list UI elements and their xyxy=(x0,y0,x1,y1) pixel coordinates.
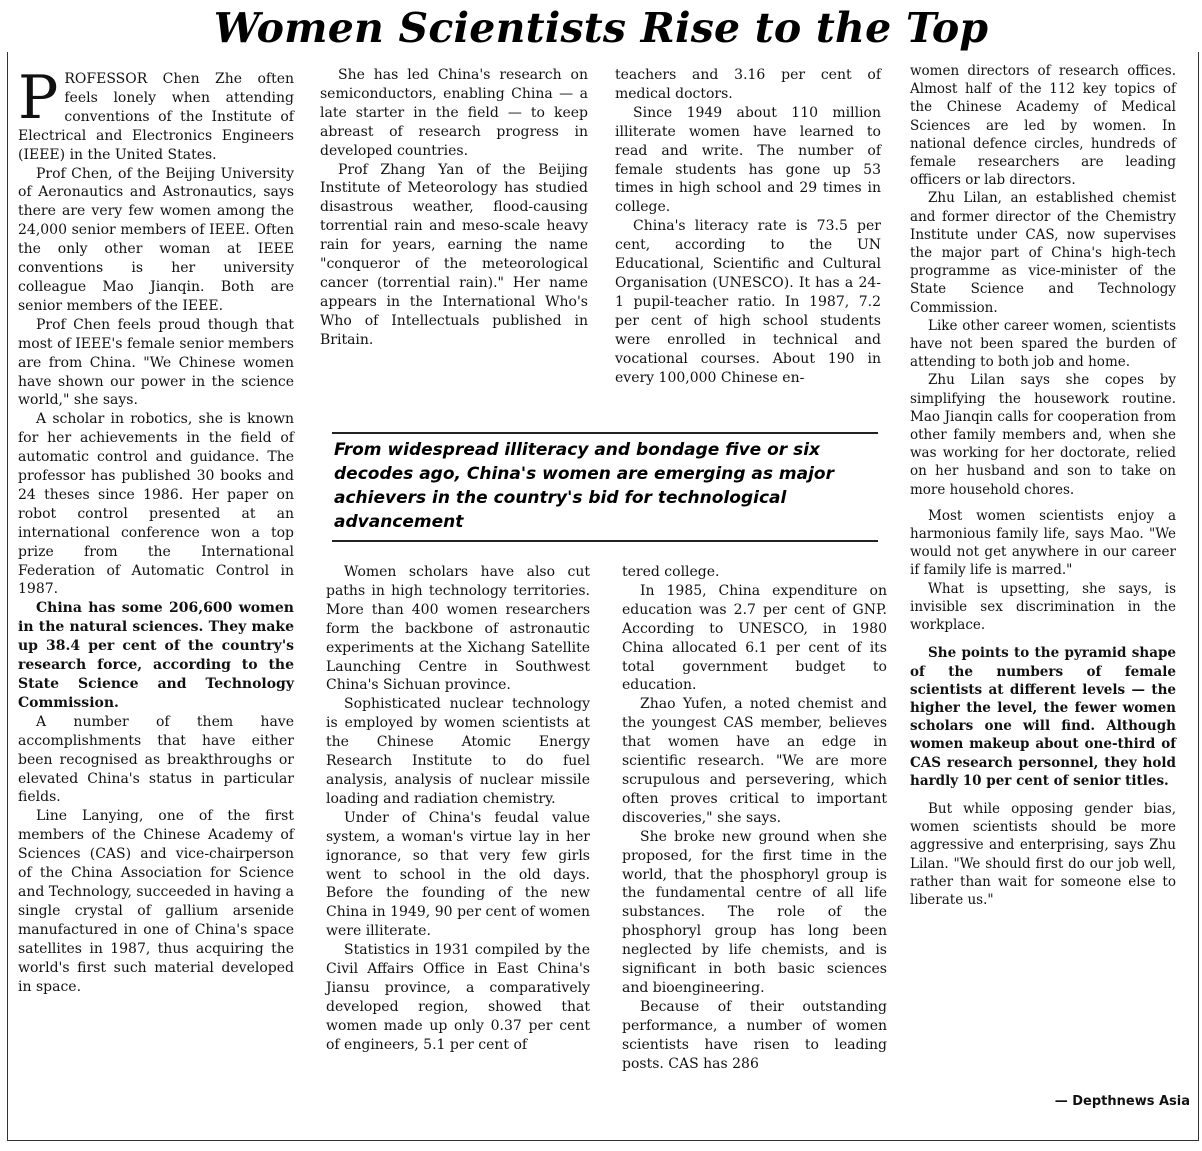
paragraph: A number of them have accomplishments that have either been recognised as breakthroughs or elevated China's status in particular fields. xyxy=(18,713,294,806)
paragraph: Most women scientists enjoy a harmonious family life, says Mao. "We would not get anywhere in our career if family life is marred." xyxy=(910,507,1176,579)
paragraph: She points to the pyramid shape of the numbers of female scientists at different levels — the higher the level, the fewer women scholars one will find. Although women makeup about one-third of CAS research personnel, they hold hardly 10 per cent of senior titles. xyxy=(910,645,1176,789)
column-3-bottom xyxy=(622,563,887,1073)
paragraph: China has some 206,600 women in the natural sciences. They make up 38.4 per cent of the country's research force, according to the State Science and Technology Commission. xyxy=(18,600,294,711)
paragraph: But while opposing gender bias, women scientists should be more aggressive and enterprising, says Zhu Lilan. "We should first do our job well, rather than wait for someone else to liberate us." xyxy=(910,800,1176,908)
headline: Women Scientists Rise to the Top xyxy=(213,4,989,52)
paragraph: women directors of research offices. Almost half of the 112 key topics of the Chinese Academy of Medical Sciences are led by women. In national defence circles, hundreds of female researchers are leading officers or lab directors. xyxy=(910,63,1176,189)
paragraph: Sophisticated nuclear technology is employed by women scientists at the Chinese Atomic Energy Research Institute to do fuel analysis, analysis of nuclear missile loading and radiation chemistry. xyxy=(326,696,590,807)
drop-cap: P xyxy=(18,63,59,133)
paragraph: Women scholars have also cut paths in high technology territories. More than 400 women researchers form the backbone of astronautic experiments at the Xichang Satellite Launching Centre in Southwest China's Sichuan province. xyxy=(326,564,590,694)
paragraph: In 1985, China expenditure on education was 2.7 per cent of GNP. According to UNESCO, in 1980 China allocated 6.1 per cent of its total government budget to education. xyxy=(622,582,887,694)
paragraph: A scholar in robotics, she is known for her achievements in the field of automatic control and guidance. The professor has published 30 books and 24 theses since 1986. Her paper on robot control presented at an international conference won a top prize from the International Federation of Automatic Control in 1987. xyxy=(18,411,294,598)
paragraph: teachers and 3.16 per cent of medical doctors. xyxy=(615,67,881,102)
column-4 xyxy=(910,62,1176,909)
paragraph: She broke new ground when she proposed, for the first time in the world, that the phosphoryl group is the fundamental centre of all life substances. The role of the phosphoryl group has long been neglected by life chemists, and is significant in both basic sciences and bioengineering. xyxy=(622,828,887,996)
paragraph: Prof Zhang Yan of the Beijing Institute of Meteorology has studied disastrous weather, flood-causing torrential rain and meso-scale heavy rain for years, earning the name "conqueror of the meteorological cancer (torrential rain)." Her name appears in the International Who's Who of Intellectuals published in Britain. xyxy=(320,161,588,348)
paragraph: Because of their outstanding performance, a number of women scientists have risen to leading posts. CAS has 286 xyxy=(622,998,887,1072)
paragraph: China's literacy rate is 73.5 per cent, according to the UN Educational, Scientific and Cultural Organisation (UNESCO). It has a 24-1 pupil-teacher ratio. In 1987, 7.2 per cent of high school students were enrolled in technical and vocational courses. About 190 in every 100,000 Chinese en- xyxy=(615,218,881,386)
paragraph: Statistics in 1931 compiled by the Civil Affairs Office in East China's Jiansu province, a comparatively developed region, showed that women made up only 0.37 per cent of engineers, 5.1 per cent of xyxy=(326,942,590,1053)
paragraph: Prof Chen, of the Beijing University of Aeronautics and Astronautics, says there are very few women among the 24,000 senior members of IEEE. Often the only other woman at IEEE conventions is her university colleague Mao Jianqin. Both are senior members of the IEEE. xyxy=(18,165,294,314)
paragraph: Zhao Yufen, a noted chemist and the youngest CAS member, believes that women have an edge in scientific research. "We are more scrupulous and persevering, which often proves critical to important discoveries," she says. xyxy=(622,696,887,826)
paragraph: Since 1949 about 110 million illiterate women have learned to read and write. The number of female students has gone up 53 times in high school and 29 times in college. xyxy=(615,104,881,216)
paragraph: What is upsetting, she says, is invisible sex discrimination in the workplace. xyxy=(910,580,1176,634)
byline: — Depthnews Asia xyxy=(1054,1094,1190,1109)
column-3-top xyxy=(615,66,881,387)
column-2-bottom xyxy=(326,563,590,1055)
paragraph: Under of China's feudal value system, a woman's virtue lay in her ignorance, so that very few girls went to school in the old days. Before the founding of the new China in 1949, 90 per cent of women were illiterate. xyxy=(326,809,590,940)
paragraph: Zhu Lilan says she copes by simplifying the housework routine. Mao Jianqin calls for cooperation from other family members and, when she was working for her doctorate, relied on her husband and son to take on more household chores. xyxy=(910,372,1176,498)
paragraph: Line Lanying, one of the first members of the Chinese Academy of Sciences (CAS) and vice-chairperson of the China Association for Science and Technology, succeeded in having a single crystal of gallium arsenide manufactured in one of China's space satellites in 1987, thus acquiring the world's first such material developed in space. xyxy=(18,808,295,995)
paragraph: She has led China's research on semiconductors, enabling China — a late starter in the field — to keep abreast of research progress in developed countries. xyxy=(320,67,588,159)
column-2-top xyxy=(320,66,588,350)
paragraph: Zhu Lilan, an established chemist and former director of the Chemistry Institute under CAS, now supervises the major part of China's high-tech programme as vice-minister of the State Science and Technology Commission. xyxy=(910,190,1176,316)
column-1 xyxy=(18,63,295,996)
paragraph: tered college. xyxy=(622,564,720,580)
pull-quote: From widespread illiteracy and bondage five or six decodes ago, China's women are emerging as major achievers in the country's bid for technological advancement xyxy=(332,432,878,542)
paragraph: Like other career women, scientists have not been spared the burden of attending to both job and home. xyxy=(910,317,1176,371)
paragraph: Prof Chen feels proud though that most of IEEE's female senior members are from China. "We Chinese women have shown our power in the science world," she says. xyxy=(18,316,294,409)
paragraph: ROFESSOR Chen Zhe often feels lonely when attending conventions of the Institute of Electrical and Electronics Engineers (IEEE) in the United States. xyxy=(18,71,294,163)
